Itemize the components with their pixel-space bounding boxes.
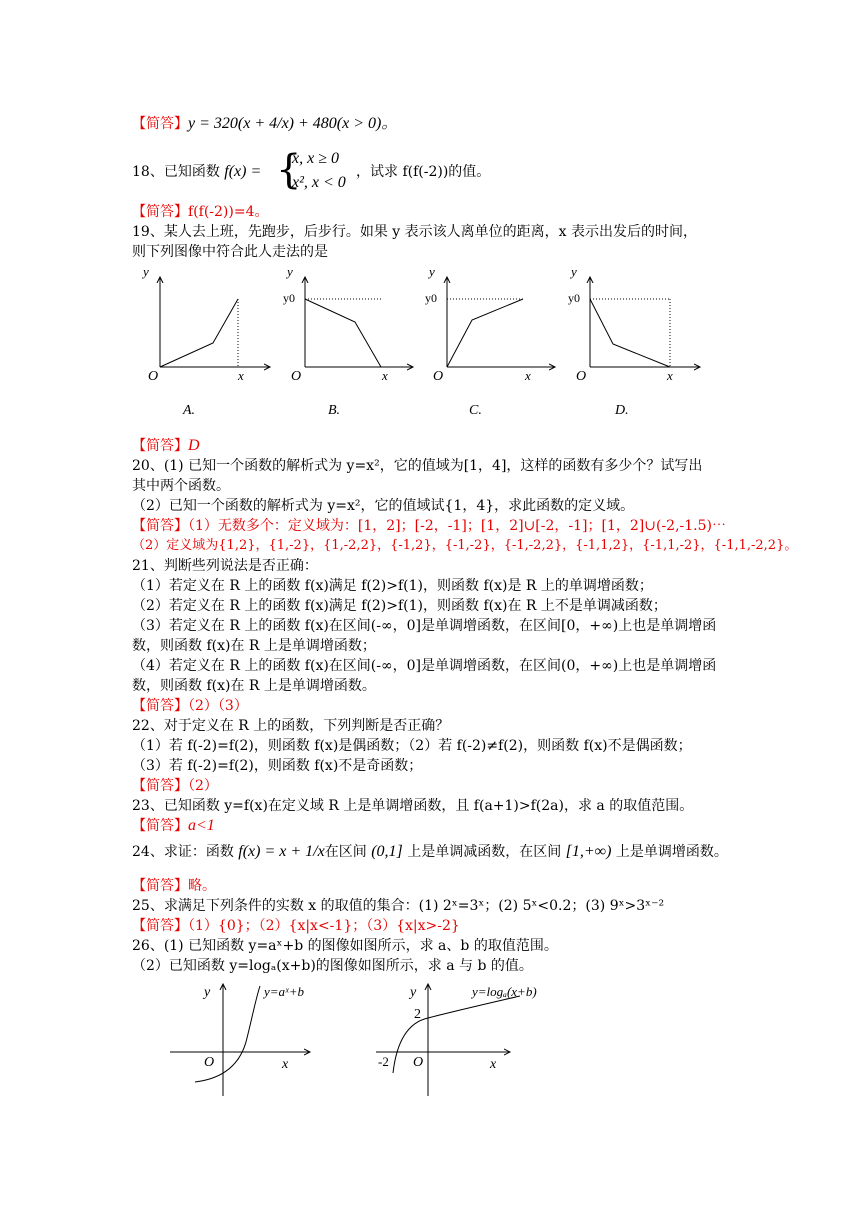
q19-graphs xyxy=(125,262,725,422)
q19-line-2: 则下列图像中符合此人走法的是 xyxy=(132,244,328,260)
q18-case-1: x, x ≥ 0 xyxy=(292,150,339,167)
q22-title: 22、对于定义在 R 上的函数，下列判断是否正确？ xyxy=(132,718,450,734)
answer-label: 【简答】 xyxy=(132,778,188,794)
graph-1-origin: O xyxy=(204,1055,215,1070)
answer-label: 【简答】 xyxy=(132,204,188,220)
q22-item-2: （3）若 f(-2)=f(2)，则函数 f(x)不是奇函数； xyxy=(132,758,423,774)
answer-label: 【简答】 xyxy=(132,116,188,132)
q18-question xyxy=(132,162,261,182)
graph-b xyxy=(283,264,413,384)
graph-1-y-label: y xyxy=(204,985,211,1000)
option-c-label: C. xyxy=(469,403,482,418)
graph-d-x-label: x xyxy=(667,368,673,383)
q24-prefix: 24、求证：函数 xyxy=(132,844,234,860)
q18-answer-line xyxy=(132,202,269,222)
q20-line-1: 20、(1) 已知一个函数的解析式为 y=x²，它的值域为[1，4]，这样的函数有多少个？试写出 xyxy=(132,458,703,474)
graph-2-curve-label: y=logₐ(x+b) xyxy=(472,984,537,999)
graph-a xyxy=(141,264,270,384)
q19-line-1: 19、某人去上班，先跑步，后步行。如果 y 表示该人离单位的距离，x 表示出发后的时间， xyxy=(132,224,697,240)
graph-c-y0-label: y0 xyxy=(425,291,437,305)
q21-item-3b: 数，则函数 f(x)在 R 上是单调增函数； xyxy=(132,638,376,654)
q21-item-2: （2）若定义在 R 上的函数 f(x)满足 f(2)>f(1)，则函数 f(x)在 R 上不是单调减函数； xyxy=(132,598,667,614)
q18-brace: { xyxy=(276,147,302,193)
answer-label: 【简答】 xyxy=(132,518,188,534)
answer-label: 【简答】 xyxy=(132,818,188,834)
graph-2-y-label: y xyxy=(410,985,417,1000)
graph-d xyxy=(568,264,700,384)
answer-label: 【简答】 xyxy=(132,918,188,934)
q20-line-2: 其中两个函数。 xyxy=(132,478,230,494)
q24-text-2: 上是单调减函数，在区间 xyxy=(407,844,562,860)
q22-item-1: （1）若 f(-2)=f(2)，则函数 f(x)是偶函数；（2）若 f(-2)≠f(2)，则函数 f(x)不是偶函数； xyxy=(132,738,692,754)
q21-item-1: （1）若定义在 R 上的函数 f(x)满足 f(2)>f(1)，则函数 f(x)是 R 上的单调增函数； xyxy=(132,578,653,594)
graph-c-origin: O xyxy=(433,369,444,384)
q24-answer-line xyxy=(132,876,216,896)
q18-case-2: x², x < 0 xyxy=(292,174,346,191)
q18-answer: f(f(-2))=4。 xyxy=(188,204,269,220)
q22-answer: （2） xyxy=(188,778,218,794)
option-d-label: D. xyxy=(615,403,629,418)
q18-function-lhs: f(x) = xyxy=(224,163,262,180)
q23-answer: a<1 xyxy=(188,817,215,834)
graph-exponential xyxy=(170,984,310,1096)
answer-label: 【简答】 xyxy=(132,878,188,894)
q21-item-3a: （3）若定义在 R 上的函数 f(x)在区间(-∞，0]是单调增函数，在区间[0，+∞)上也是单调增函 xyxy=(132,618,717,634)
graph-2-x-label: x xyxy=(490,1057,497,1072)
q19-answer-line xyxy=(132,436,200,456)
q24-answer: 略。 xyxy=(188,878,216,894)
answer-label: 【简答】 xyxy=(132,698,188,714)
q25-answer: （1）{0}；（2）{x|x<-1}；（3）{x|x>-2} xyxy=(188,918,460,934)
q24-text-3: 上是单调增函数。 xyxy=(615,844,728,860)
graph-1-curve-label: y=aˣ+b xyxy=(264,984,304,999)
q20-answer-1: （1）无数多个：定义域为：[1，2]；[-2，-1]；[1，2]∪[-2，-1]；[1，2]∪(-2,-1.5)⋯ xyxy=(188,518,726,534)
q25-answer-line xyxy=(132,916,460,936)
graph-b-x-label: x xyxy=(382,368,388,383)
q21-answer: （2）（3） xyxy=(188,698,248,714)
q24-text-1: 在区间 xyxy=(324,844,367,860)
q23-text: 23、已知函数 y=f(x)在定义域 R 上是单调增函数，且 f(a+1)>f(2a)，求 a 的取值范围。 xyxy=(132,798,694,814)
option-a-label: A. xyxy=(183,403,196,418)
q18-prefix: 18、已知函数 xyxy=(132,164,220,180)
graph-d-y-label: y xyxy=(571,264,577,279)
q19-answer: D xyxy=(188,437,200,454)
graph-b-y-label: y xyxy=(287,264,293,279)
graph-logarithm xyxy=(376,984,537,1096)
q20-line-3: （2）已知一个函数的解析式为 y=x²，它的值域试{1，4}，求此函数的定义域。 xyxy=(132,498,635,514)
graph-c xyxy=(425,264,555,384)
graph-c-x-label: x xyxy=(525,368,531,383)
q21-answer-line xyxy=(132,696,248,716)
answer-label: 【简答】 xyxy=(132,438,188,454)
q24-line xyxy=(132,842,728,862)
q21-item-4b: 数，则函数 f(x)在 R 上是单调增函数。 xyxy=(132,678,376,694)
q24-function: f(x) = x + 1/x xyxy=(238,843,325,860)
q26-line-2: （2）已知函数 y=logₐ(x+b)的图像如图所示，求 a 与 b 的值。 xyxy=(132,958,533,974)
graph-a-origin: O xyxy=(148,369,159,384)
graph-b-origin: O xyxy=(291,369,302,384)
option-b-label: B. xyxy=(328,403,341,418)
q22-answer-line xyxy=(132,776,218,796)
q26-graphs xyxy=(160,978,580,1098)
q24-interval-1: (0,1] xyxy=(371,843,403,860)
graph-2-origin: O xyxy=(413,1055,424,1070)
q26-line-1: 26、(1) 已知函数 y=aˣ+b 的图像如图所示，求 a、b 的取值范围。 xyxy=(132,938,558,954)
graph-d-y0-label: y0 xyxy=(568,291,580,305)
q21-title: 21、判断些列说法是否正确： xyxy=(132,558,318,574)
graph-d-origin: O xyxy=(576,369,587,384)
q20-answer-line-1 xyxy=(132,516,726,536)
graph-b-y0-label: y0 xyxy=(283,291,295,305)
q25-text: 25、求满足下列条件的实数 x 的取值的集合：(1) 2ˣ=3ˣ；(2) 5ˣ<0.2；(3) 9ˣ>3ˣ⁻² xyxy=(132,898,665,914)
q21-item-4a: （4）若定义在 R 上的函数 f(x)在区间(-∞，0]是单调增函数，在区间(0，+∞)上也是单调增函 xyxy=(132,658,717,674)
q18-suffix: ，试求 f(f(-2))的值。 xyxy=(356,164,491,180)
q23-answer-line xyxy=(132,816,215,836)
graph-1-x-label: x xyxy=(282,1057,289,1072)
q20-answer-line-2: （2）定义域为{1,2}，{1,-2}，{1,-2,2}，{-1,2}，{-1,-2}，{-1,-2,2}，{-1,1,2}，{-1,1,-2}，{-1,1,-2,2}。 xyxy=(132,538,798,553)
q17-answer-formula: y = 320(x + 4/x) + 480(x > 0)。 xyxy=(188,115,398,132)
q24-interval-2: [1,+∞) xyxy=(565,843,612,860)
graph-a-x-label: x xyxy=(238,368,244,383)
q17-answer-line xyxy=(132,114,397,134)
graph-a-y-label: y xyxy=(143,264,149,279)
graph-2-mark-neg2: -2 xyxy=(378,1054,389,1069)
graph-2-mark-2: 2 xyxy=(414,1007,421,1022)
graph-c-y-label: y xyxy=(429,264,435,279)
